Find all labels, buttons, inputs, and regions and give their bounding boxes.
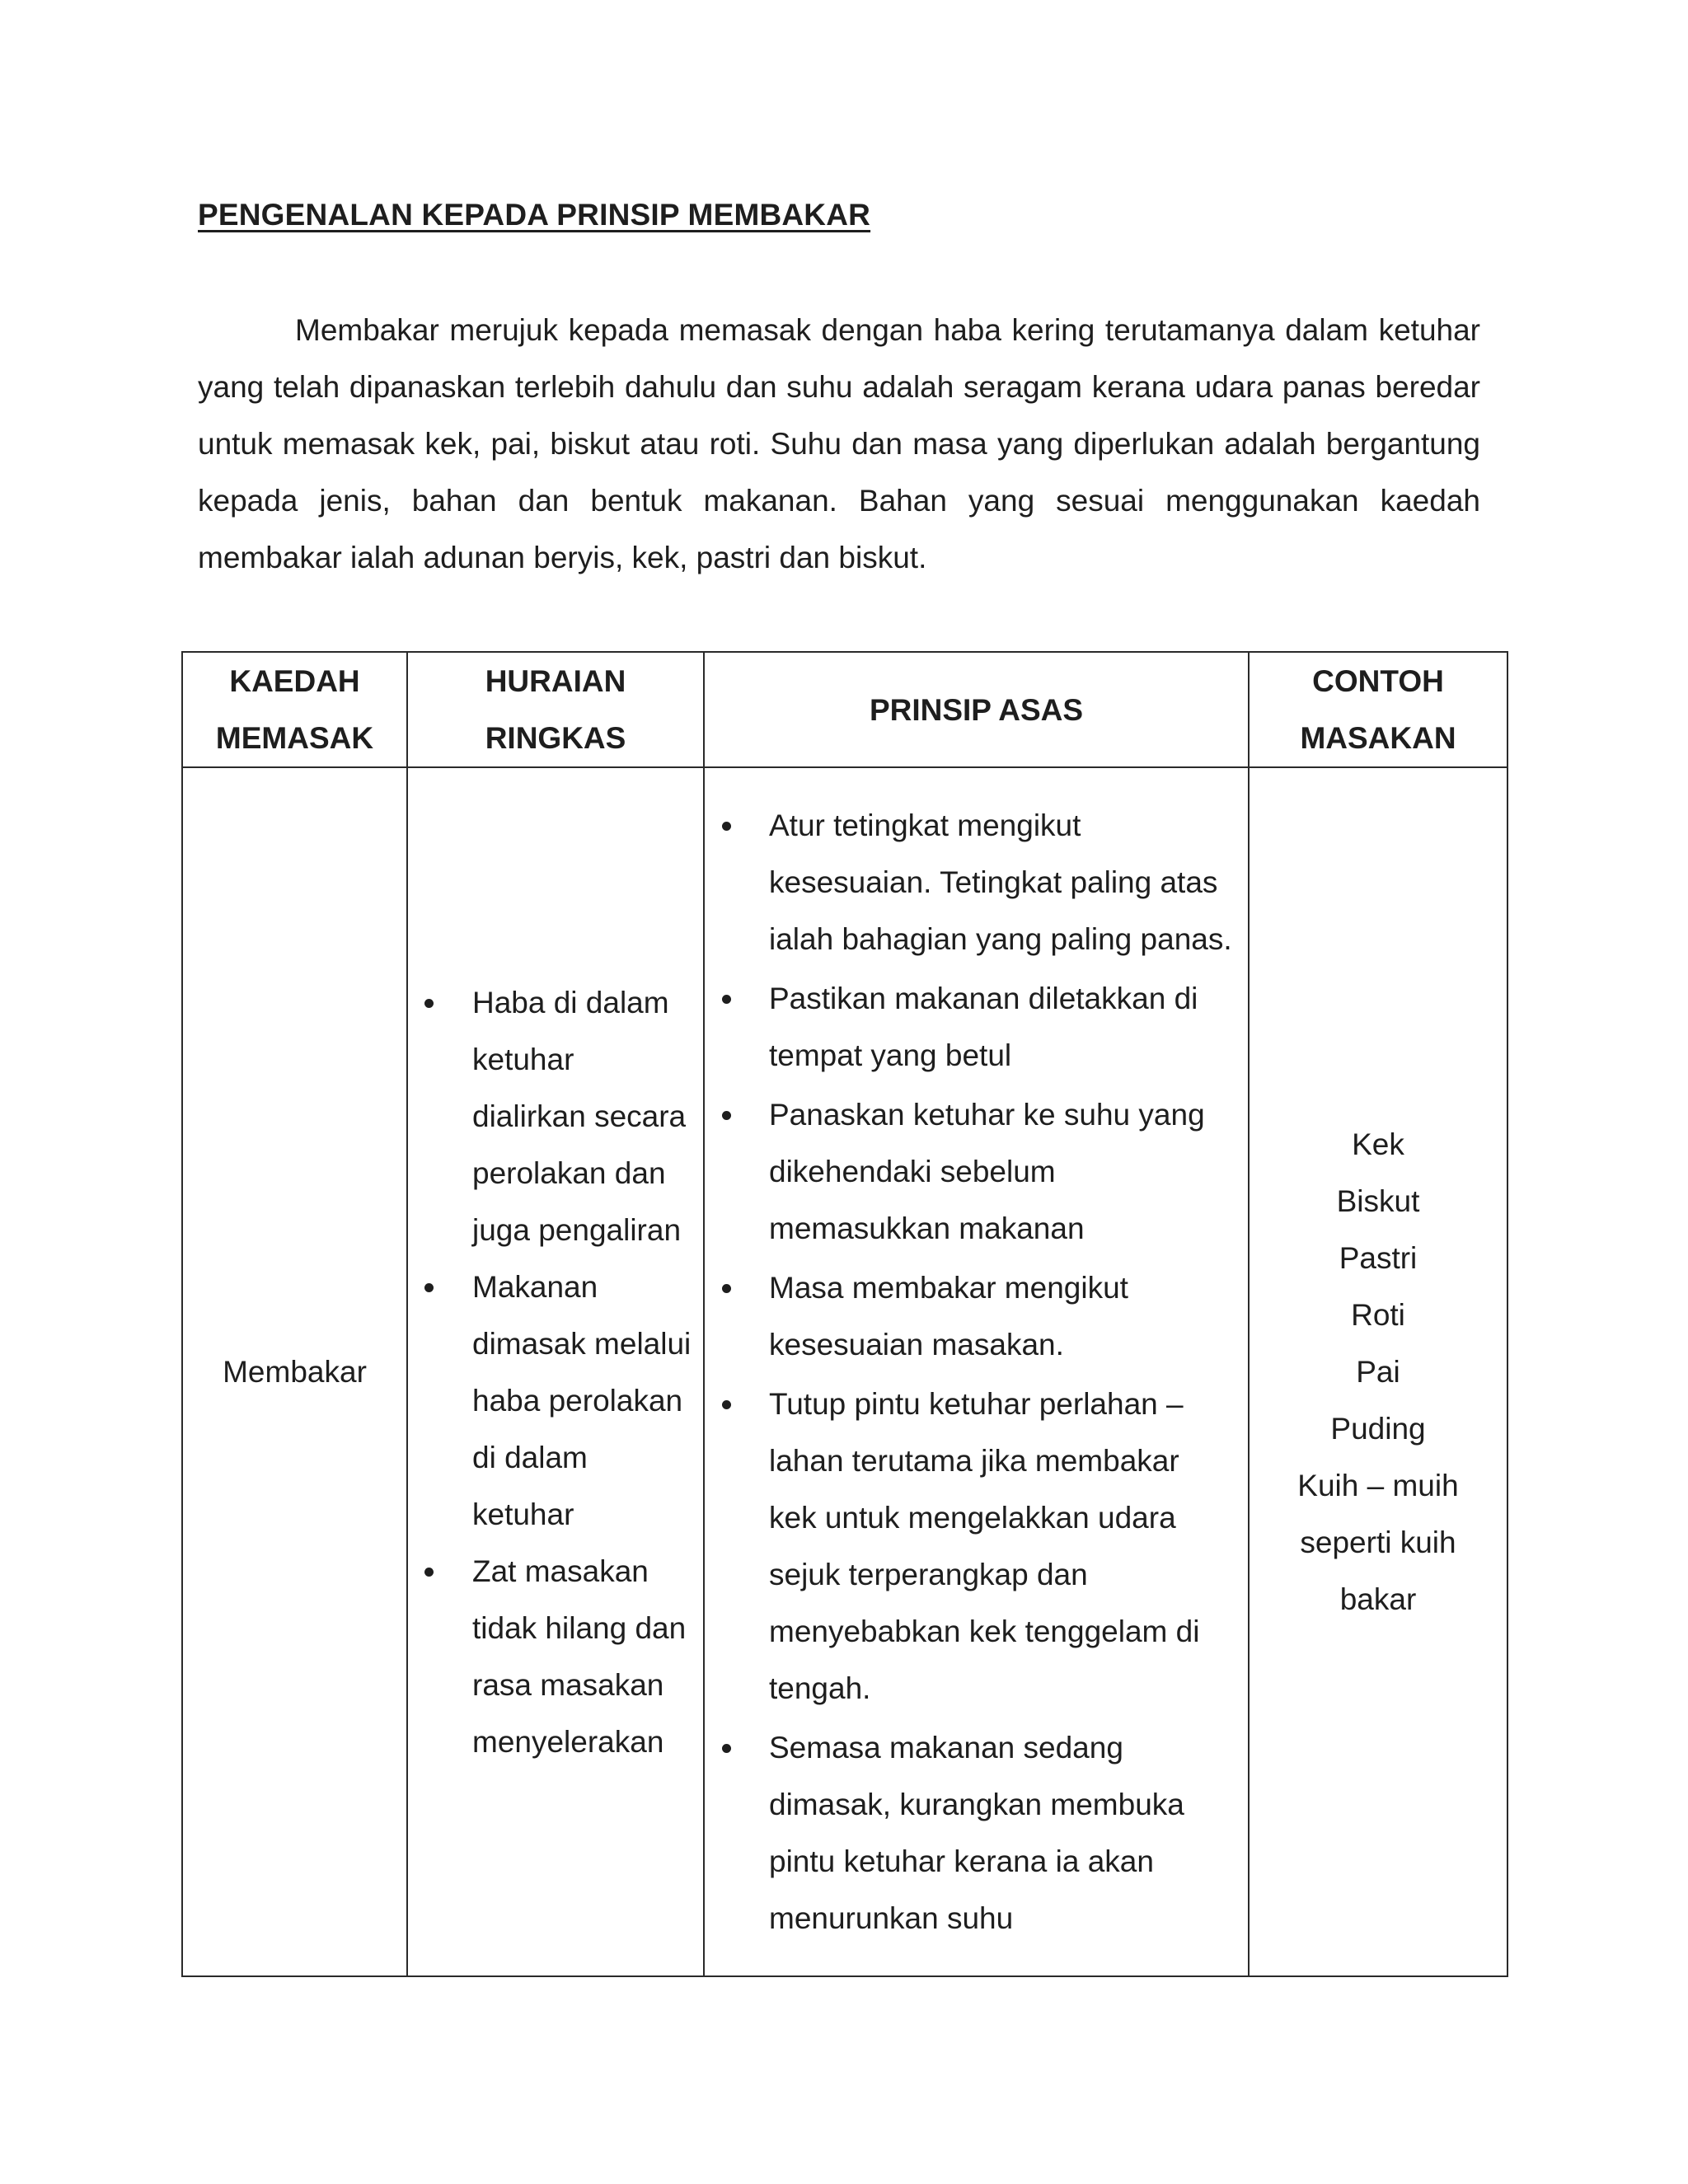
bullet-dot-icon (722, 822, 731, 831)
bullet-dot-icon (424, 1568, 434, 1577)
header-method-line2: MEMASAK (215, 721, 374, 755)
description-text: Makanan dimasak melalui haba perolakan di dalam ketuhar (472, 1269, 692, 1531)
header-principles (704, 652, 1249, 767)
principles-cell (704, 767, 1249, 1976)
example-item: Biskut (1336, 1184, 1420, 1218)
bullet-dot-icon (722, 1111, 731, 1120)
example-item: Pai (1356, 1355, 1400, 1389)
header-examples-line2: MASAKAN (1300, 721, 1456, 755)
description-cell (407, 767, 704, 1976)
principle-item (705, 1086, 1248, 1257)
description-text: Haba di dalam ketuhar dialirkan secara perolakan dan juga pengaliran (472, 985, 687, 1247)
bullet-dot-icon (424, 999, 434, 1008)
bullet-dot-icon (722, 1400, 731, 1409)
intro-paragraph: Membakar merujuk kepada memasak dengan haba kering terutamanya dalam ketuhar yang telah dipanaskan terlebih dahulu dan suhu adalah seragam kerana udara panas beredar untuk memasak kek, pai, biskut atau roti. Suhu dan masa yang diperlukan adalah bergantung kepada jenis, bahan dan bentuk makanan. Bahan yang sesuai menggunakan kaedah membakar ialah adunan beryis, kek, pastri dan biskut. (198, 313, 1480, 574)
principle-text: Semasa makanan sedang dimasak, kurangkan membuka pintu ketuhar kerana ia akan menurunkan suhu (769, 1731, 1184, 1935)
header-description-line1: HURAIAN (485, 664, 626, 698)
method-cell (182, 767, 407, 1976)
header-method-line1: KAEDAH (229, 664, 360, 698)
principle-item (705, 797, 1248, 968)
example-item: Puding (1330, 1412, 1426, 1446)
header-examples-line1: CONTOH (1312, 664, 1444, 698)
header-principles-label: PRINSIP ASAS (869, 692, 1084, 727)
example-item: Roti (1351, 1298, 1405, 1332)
description-text: Zat masakan tidak hilang dan rasa masakan menyelerakan (472, 1554, 687, 1759)
principle-item (705, 970, 1248, 1084)
table-header-row (182, 652, 1507, 767)
principle-text: Pastikan makanan diletakkan di tempat yang betul (769, 982, 1198, 1072)
principle-text: Tutup pintu ketuhar perlahan – lahan terutama jika membakar kek untuk mengelakkan udara sejuk terperangkap dan menyebabkan kek tenggelam di tengah. (769, 1387, 1200, 1705)
bullet-dot-icon (722, 995, 731, 1004)
description-item (408, 974, 703, 1258)
header-description-line2: RINGKAS (485, 721, 626, 755)
page-title: PENGENALAN KEPADA PRINSIP MEMBAKAR (198, 198, 871, 232)
header-method (182, 652, 407, 767)
bullet-dot-icon (424, 1283, 434, 1292)
bullet-dot-icon (722, 1284, 731, 1293)
table-row (182, 767, 1507, 1976)
description-item (408, 1543, 703, 1770)
principle-text: Panaskan ketuhar ke suhu yang dikehendaki sebelum memasukkan makanan (769, 1098, 1205, 1245)
principle-text: Atur tetingkat mengikut kesesuaian. Tetingkat paling atas ialah bahagian yang paling panas. (769, 808, 1232, 956)
principles-list (705, 797, 1248, 1947)
principle-item (705, 1719, 1248, 1947)
example-item: Pastri (1339, 1241, 1418, 1275)
example-item: Kek (1352, 1127, 1404, 1161)
principle-item (705, 1376, 1248, 1717)
method-name: Membakar (223, 1355, 367, 1389)
description-item (408, 1258, 703, 1543)
examples-cell (1249, 767, 1507, 1976)
principle-item (705, 1259, 1248, 1373)
principle-text: Masa membakar mengikut kesesuaian masakan. (769, 1271, 1128, 1361)
example-item: Kuih – muih seperti kuih bakar (1297, 1469, 1459, 1616)
description-list (408, 974, 703, 1770)
header-description (407, 652, 704, 767)
header-examples (1249, 652, 1507, 767)
examples-list (1250, 1116, 1507, 1628)
cooking-method-table (181, 651, 1508, 1977)
bullet-dot-icon (722, 1744, 731, 1753)
